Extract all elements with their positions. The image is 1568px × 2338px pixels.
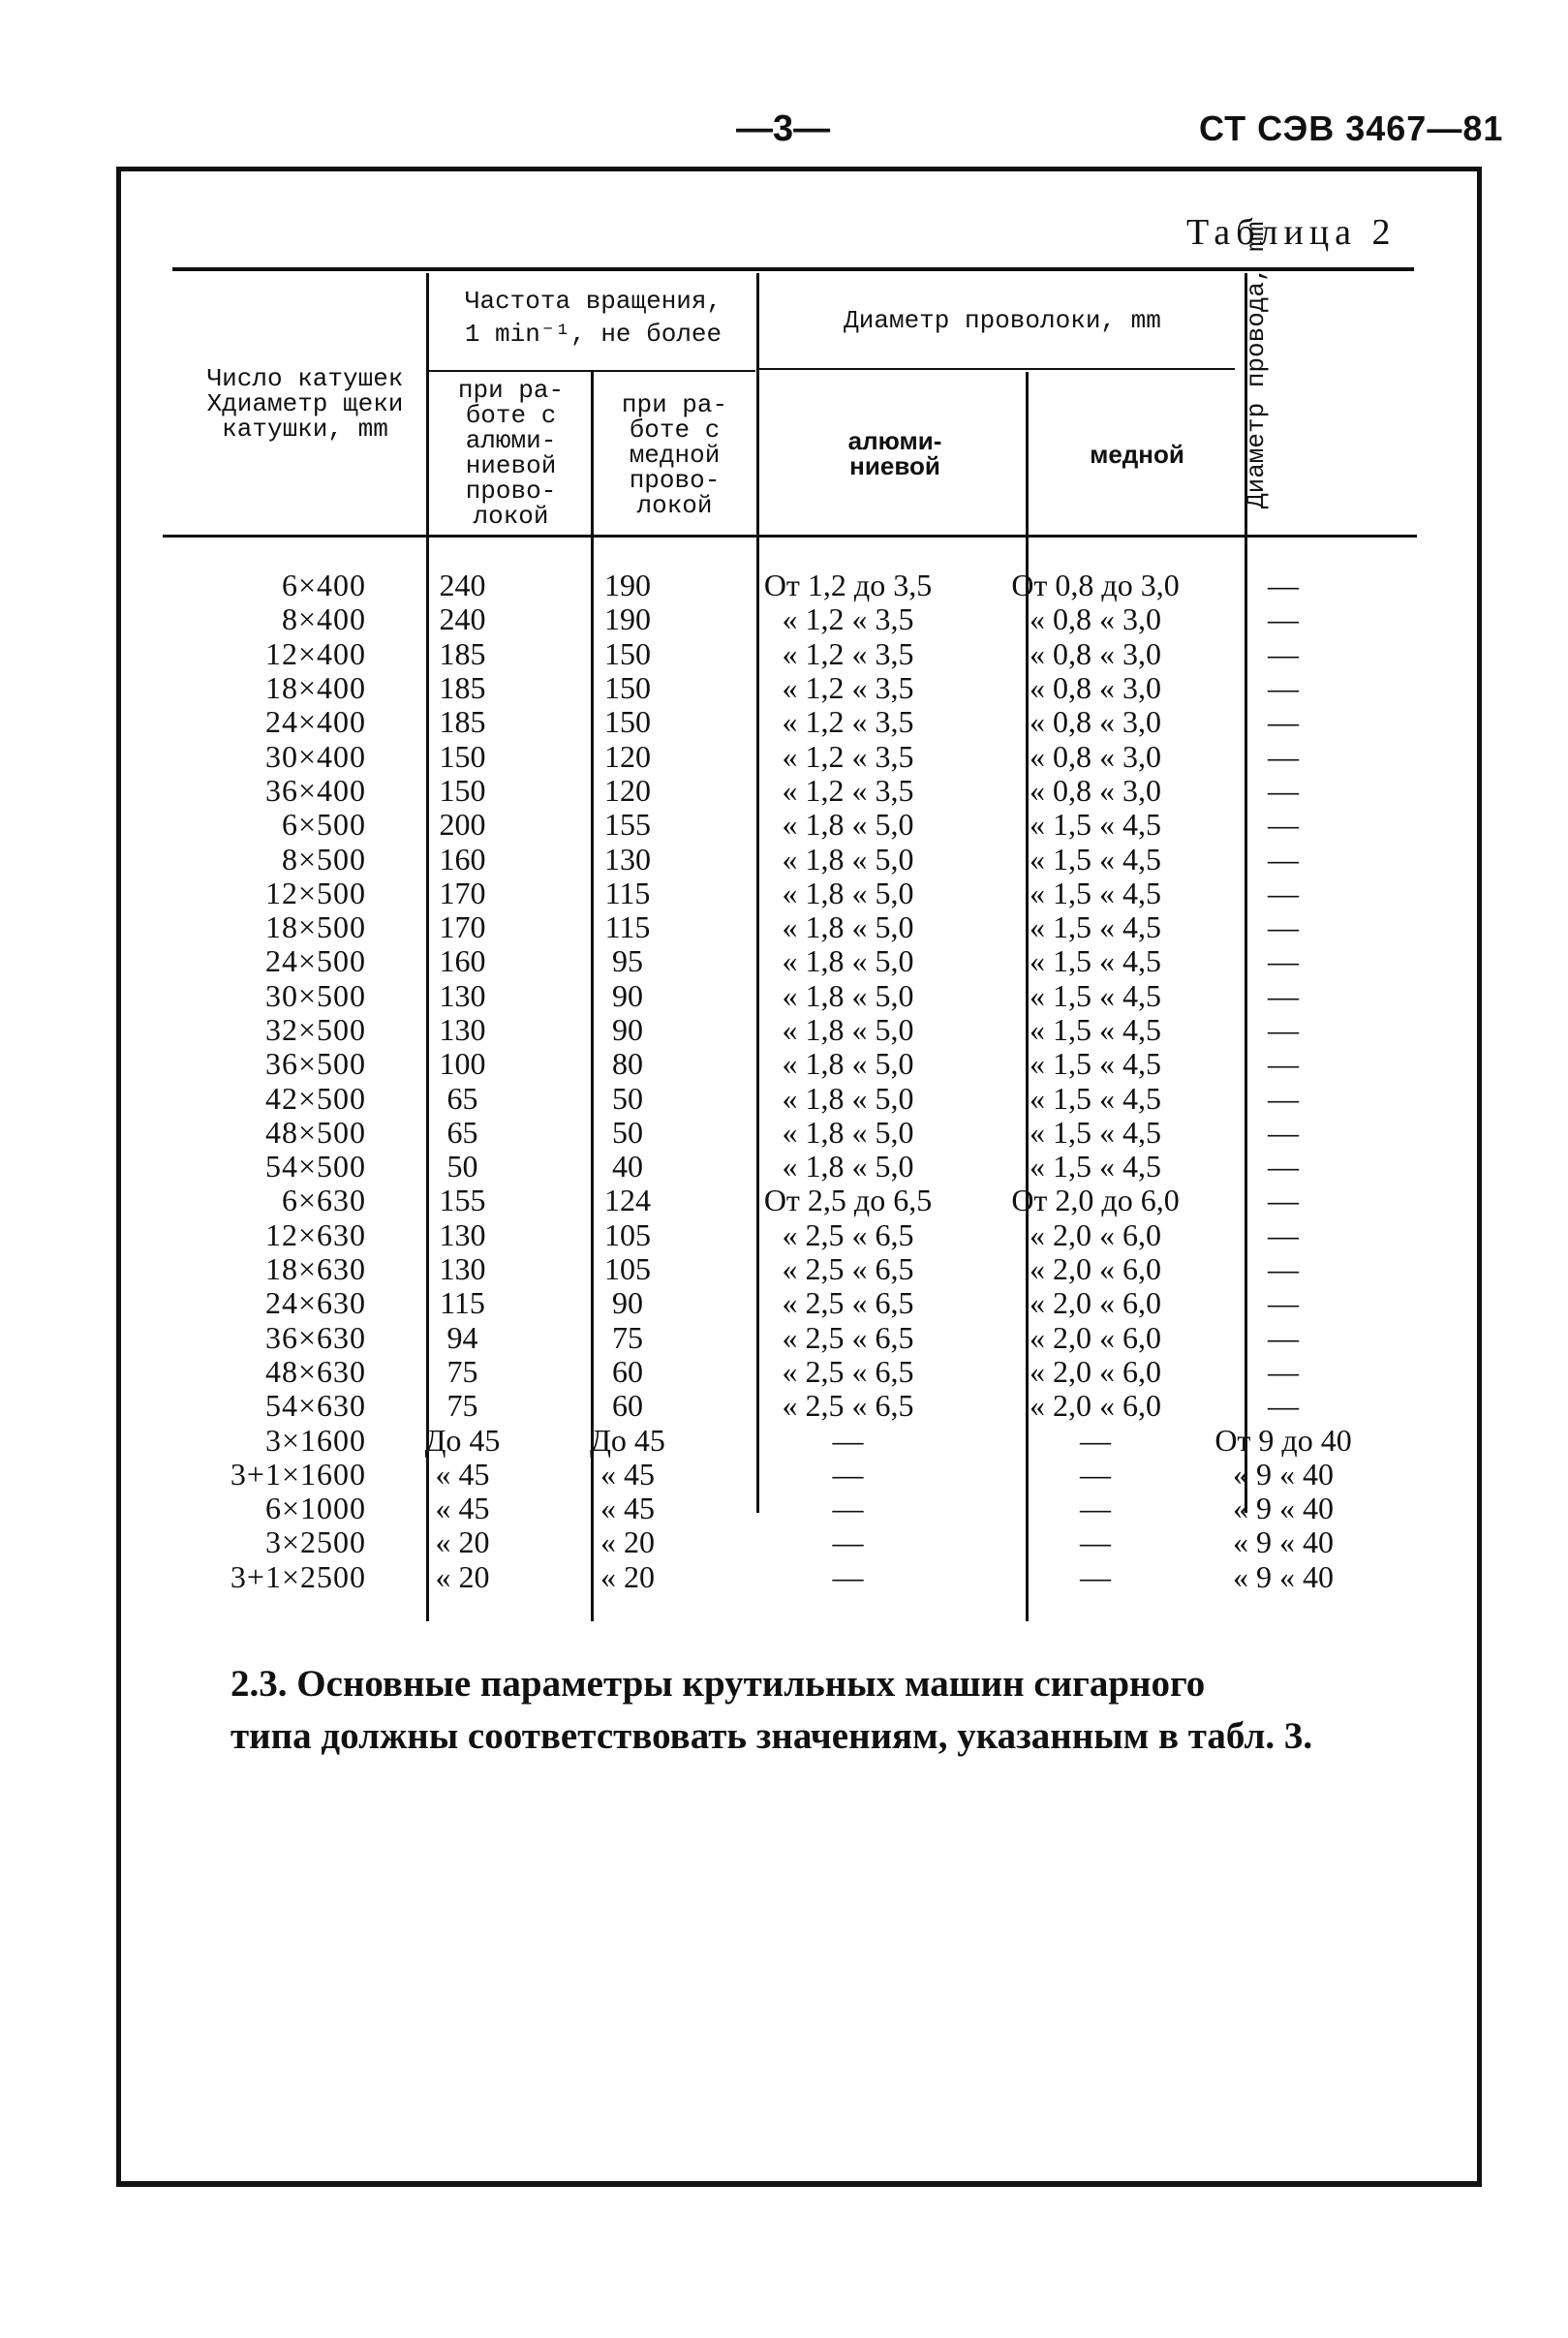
- table-cell: 6×500: [281, 807, 366, 843]
- table-row: [126, 1492, 1429, 1525]
- table-cell: « 0,8 « 3,0: [1030, 670, 1161, 706]
- table-cell: « 1,8 « 5,0: [782, 1012, 914, 1047]
- table-cell: « 0,8 « 3,0: [1030, 738, 1161, 774]
- table-cell: 3×1600: [264, 1422, 366, 1458]
- header-strand-diameter: Диаметр провода, mm: [1242, 221, 1271, 508]
- table-cell: « 45: [435, 1456, 490, 1492]
- table-cell: « 0,8 « 3,0: [1030, 704, 1161, 740]
- table-cell: « 0,8 « 3,0: [1030, 601, 1161, 637]
- table-cell: —: [1080, 1524, 1111, 1560]
- table-cell: « 1,8 « 5,0: [782, 909, 914, 945]
- table-cell: 100: [439, 1046, 486, 1082]
- header-coil-count: Число катушек Хдиаметр щеки катушки, mm: [206, 364, 404, 444]
- table-cell: 120: [604, 772, 651, 808]
- table-cell: 3+1×1600: [230, 1456, 366, 1492]
- table-cell: 24×400: [264, 704, 366, 740]
- table-cell: 24×500: [264, 943, 366, 979]
- table-cell: 6×400: [281, 568, 366, 603]
- table-row: [126, 842, 1429, 876]
- table-cell: « 2,0 « 6,0: [1030, 1319, 1161, 1355]
- table-cell: 155: [604, 807, 651, 843]
- table-row: [126, 1184, 1429, 1217]
- table-cell: —: [1268, 1012, 1299, 1047]
- table-cell: « 2,0 « 6,0: [1030, 1251, 1161, 1287]
- table-cell: —: [1268, 601, 1299, 637]
- table-cell: « 1,2 « 3,5: [782, 738, 914, 774]
- table-cell: « 2,5 « 6,5: [782, 1285, 914, 1321]
- table-cell: « 9 « 40: [1233, 1524, 1334, 1560]
- table-cell: 90: [612, 1285, 643, 1321]
- table-cell: « 9 « 40: [1233, 1491, 1334, 1526]
- table-cell: —: [1268, 1388, 1299, 1424]
- table-cell: —: [832, 1456, 864, 1492]
- table-caption: Таблица 2: [1186, 212, 1397, 253]
- table-cell: От 1,2 до 3,5: [763, 568, 933, 603]
- table-cell: « 1,2 « 3,5: [782, 704, 914, 740]
- table-cell: « 1,2 « 3,5: [782, 635, 914, 671]
- table-cell: « 1,5 « 4,5: [1030, 807, 1161, 843]
- table-cell: —: [1080, 1558, 1111, 1594]
- table-cell: 42×500: [264, 1080, 366, 1116]
- table-cell: 18×630: [264, 1251, 366, 1287]
- table-cell: « 2,0 « 6,0: [1030, 1285, 1161, 1321]
- table-cell: От 2,5 до 6,5: [763, 1183, 933, 1218]
- table-cell: 120: [604, 738, 651, 774]
- table-cell: 36×400: [264, 772, 366, 808]
- table-cell: 18×500: [264, 909, 366, 945]
- table-row: [126, 910, 1429, 944]
- table-cell: 130: [439, 1216, 486, 1252]
- table-cell: 185: [439, 635, 486, 671]
- table-row: [126, 877, 1429, 910]
- table-cell: 170: [439, 909, 486, 945]
- table-cell: « 9 « 40: [1233, 1456, 1334, 1492]
- table-row: [126, 1560, 1429, 1594]
- table-cell: 30×400: [264, 738, 366, 774]
- table-row: [126, 1013, 1429, 1047]
- table-cell: 12×630: [264, 1216, 366, 1252]
- table-cell: 50: [612, 1080, 643, 1116]
- header-speed-aluminium: при ра- боте с алюми- ниевой прово- локой: [457, 376, 565, 531]
- table-row: [126, 774, 1429, 808]
- table-cell: —: [832, 1558, 864, 1594]
- table-cell: 115: [440, 1285, 485, 1321]
- table-cell: 50: [612, 1114, 643, 1150]
- table-cell: « 1,2 « 3,5: [782, 601, 914, 637]
- table-row: [126, 1081, 1429, 1115]
- table-cell: 12×400: [264, 635, 366, 671]
- table-cell: 150: [439, 738, 486, 774]
- table-cell: 3×2500: [264, 1524, 366, 1560]
- table-cell: —: [1268, 1183, 1299, 1218]
- table-cell: « 1,8 « 5,0: [782, 1080, 914, 1116]
- header-rotation-speed: Частота вращения, 1 min⁻¹, не более: [464, 287, 723, 349]
- table-row: [126, 1218, 1429, 1252]
- table-row: [126, 739, 1429, 773]
- table-cell: От 9 до 40: [1214, 1422, 1352, 1458]
- table-row: [126, 1252, 1429, 1286]
- table-cell: —: [1268, 875, 1299, 910]
- table-cell: 150: [604, 635, 651, 671]
- table-cell: 6×1000: [264, 1491, 366, 1526]
- table-row: [126, 1321, 1429, 1355]
- table-cell: —: [1268, 1353, 1299, 1389]
- table-cell: « 2,5 « 6,5: [782, 1319, 914, 1355]
- table-cell: 36×500: [264, 1046, 366, 1082]
- header-speed-copper: при ра- боте с медной прово- локой: [621, 390, 728, 520]
- table-cell: —: [832, 1491, 864, 1526]
- table-cell: От 2,0 до 6,0: [1011, 1183, 1180, 1218]
- table-cell: 18×400: [264, 670, 366, 706]
- table-cell: 170: [439, 875, 486, 910]
- table-cell: До 45: [590, 1422, 665, 1458]
- header-diameter-aluminium: алюми- ниевой: [847, 426, 942, 480]
- table-cell: —: [1268, 704, 1299, 740]
- table-cell: 115: [604, 875, 651, 910]
- table-cell: « 1,8 « 5,0: [782, 1149, 914, 1184]
- table-row: [126, 1355, 1429, 1389]
- table-cell: —: [1268, 909, 1299, 945]
- table-row: [126, 671, 1429, 705]
- table-row: [126, 979, 1429, 1013]
- table-cell: —: [1268, 1046, 1299, 1082]
- table-cell: « 9 « 40: [1233, 1558, 1334, 1594]
- table-cell: 115: [604, 909, 651, 945]
- table-cell: 240: [439, 601, 486, 637]
- table-cell: « 0,8 « 3,0: [1030, 635, 1161, 671]
- table-cell: 130: [604, 841, 651, 877]
- table-cell: 60: [612, 1353, 643, 1389]
- header-bottom-rule: [163, 535, 1417, 538]
- table-cell: До 45: [424, 1422, 501, 1458]
- table-cell: 130: [439, 1251, 486, 1287]
- table-cell: « 2,5 « 6,5: [782, 1388, 914, 1424]
- table-cell: 150: [439, 772, 486, 808]
- page-number: —3—: [736, 108, 831, 149]
- table-cell: 50: [446, 1149, 478, 1184]
- table-cell: —: [1268, 1216, 1299, 1252]
- table-row: [126, 569, 1429, 602]
- table-cell: —: [1268, 670, 1299, 706]
- table-cell: « 1,8 « 5,0: [782, 943, 914, 979]
- table-cell: 54×630: [264, 1388, 366, 1424]
- table-cell: 3+1×2500: [230, 1558, 366, 1594]
- table-cell: —: [1080, 1422, 1111, 1458]
- table-cell: —: [832, 1422, 864, 1458]
- table-cell: 60: [612, 1388, 643, 1424]
- table-cell: « 1,8 « 5,0: [782, 977, 914, 1013]
- table-cell: « 1,5 « 4,5: [1030, 1012, 1161, 1047]
- bottom-rule: [116, 2181, 1482, 2187]
- table-cell: 65: [446, 1080, 478, 1116]
- table-row: [126, 808, 1429, 842]
- table-row: [126, 637, 1429, 671]
- table-cell: 90: [612, 977, 643, 1013]
- table-cell: « 1,5 « 4,5: [1030, 909, 1161, 945]
- table-cell: —: [832, 1524, 864, 1560]
- document-code: СТ СЭВ 3467—81: [1199, 108, 1504, 148]
- table-cell: 32×500: [264, 1012, 366, 1047]
- table-cell: « 45: [435, 1491, 490, 1526]
- table-cell: « 0,8 « 3,0: [1030, 772, 1161, 808]
- table-cell: —: [1268, 1319, 1299, 1355]
- table-cell: 75: [446, 1388, 478, 1424]
- table-cell: « 1,5 « 4,5: [1030, 943, 1161, 979]
- table-cell: « 1,5 « 4,5: [1030, 875, 1161, 910]
- table-cell: « 2,0 « 6,0: [1030, 1353, 1161, 1389]
- table-cell: 8×500: [281, 841, 366, 877]
- table-cell: 8×400: [281, 601, 366, 637]
- table-cell: 185: [439, 670, 486, 706]
- table-cell: « 1,8 « 5,0: [782, 841, 914, 877]
- table-cell: « 1,2 « 3,5: [782, 670, 914, 706]
- table-cell: —: [1268, 568, 1299, 603]
- table-cell: 65: [446, 1114, 478, 1150]
- table-cell: 48×500: [264, 1114, 366, 1150]
- table-top-rule: [172, 267, 1414, 271]
- table-cell: 155: [439, 1183, 486, 1218]
- table-cell: « 1,5 « 4,5: [1030, 1046, 1161, 1082]
- table-cell: —: [1268, 977, 1299, 1013]
- table-cell: « 45: [600, 1456, 655, 1492]
- table-cell: « 1,8 « 5,0: [782, 875, 914, 910]
- table-cell: 150: [604, 704, 651, 740]
- table-cell: —: [1268, 943, 1299, 979]
- table-row: [126, 602, 1429, 636]
- table-cell: —: [1268, 1251, 1299, 1287]
- table-cell: 190: [604, 601, 651, 637]
- table-row: [126, 1423, 1429, 1457]
- table-cell: —: [1268, 1149, 1299, 1184]
- table-cell: —: [1268, 1080, 1299, 1116]
- table-cell: « 20: [600, 1524, 655, 1560]
- header-wire-diameter: Диаметр проволоки, mm: [844, 306, 1161, 335]
- table-cell: 6×630: [281, 1183, 366, 1218]
- table-cell: 160: [439, 841, 486, 877]
- table-cell: « 1,8 « 5,0: [782, 1046, 914, 1082]
- table-cell: « 1,8 « 5,0: [782, 807, 914, 843]
- table-cell: 48×630: [264, 1353, 366, 1389]
- table-cell: —: [1268, 807, 1299, 843]
- table-cell: 124: [604, 1183, 651, 1218]
- table-cell: « 1,5 « 4,5: [1030, 841, 1161, 877]
- header-diameter-copper: медной: [1090, 440, 1184, 469]
- table-row: [126, 705, 1429, 739]
- table-cell: « 2,0 « 6,0: [1030, 1216, 1161, 1252]
- table-cell: « 1,8 « 5,0: [782, 1114, 914, 1150]
- table-cell: « 1,5 « 4,5: [1030, 1149, 1161, 1184]
- table-cell: 75: [446, 1353, 478, 1389]
- table-cell: « 2,0 « 6,0: [1030, 1388, 1161, 1424]
- table-cell: « 1,2 « 3,5: [782, 772, 914, 808]
- table-cell: « 2,5 « 6,5: [782, 1251, 914, 1287]
- table-cell: 95: [612, 943, 643, 979]
- table-cell: От 0,8 до 3,0: [1011, 568, 1180, 603]
- table-cell: 185: [439, 704, 486, 740]
- table-row: [126, 1458, 1429, 1492]
- table-row: [126, 1389, 1429, 1423]
- table-cell: 240: [439, 568, 486, 603]
- table-cell: 80: [612, 1046, 643, 1082]
- table-cell: —: [1268, 635, 1299, 671]
- table-cell: 160: [439, 943, 486, 979]
- table-cell: « 2,5 « 6,5: [782, 1216, 914, 1252]
- table-cell: 36×630: [264, 1319, 366, 1355]
- table-row: [126, 1286, 1429, 1320]
- table-cell: « 1,5 « 4,5: [1030, 977, 1161, 1013]
- table-cell: 54×500: [264, 1149, 366, 1184]
- table-cell: —: [1080, 1491, 1111, 1526]
- table-cell: 130: [439, 977, 486, 1013]
- table-cell: 130: [439, 1012, 486, 1047]
- table-cell: 190: [604, 568, 651, 603]
- table-cell: « 45: [600, 1491, 655, 1526]
- table-cell: 90: [612, 1012, 643, 1047]
- table-cell: 30×500: [264, 977, 366, 1013]
- table-cell: « 20: [435, 1524, 490, 1560]
- table-cell: « 1,5 « 4,5: [1030, 1080, 1161, 1116]
- table-cell: —: [1080, 1456, 1111, 1492]
- table-row: [126, 944, 1429, 978]
- table-cell: —: [1268, 841, 1299, 877]
- table-row: [126, 1150, 1429, 1184]
- table-cell: 150: [604, 670, 651, 706]
- table-cell: 105: [604, 1216, 651, 1252]
- paragraph-2-3: 2.3. Основные параметры крутильных машин сигарного типа должны соответствовать значениям, указанным в табл. 3.: [231, 1663, 1313, 1757]
- table-row: [126, 1047, 1429, 1081]
- table-cell: 12×500: [264, 875, 366, 910]
- table-cell: « 20: [600, 1558, 655, 1594]
- table-cell: 40: [612, 1149, 643, 1184]
- table-cell: « 20: [435, 1558, 490, 1594]
- table-cell: —: [1268, 1285, 1299, 1321]
- table-cell: 94: [446, 1319, 478, 1355]
- table-cell: 200: [439, 807, 486, 843]
- table-cell: 75: [612, 1319, 643, 1355]
- diameter-subheader-rule: [758, 368, 1235, 370]
- table-cell: —: [1268, 738, 1299, 774]
- table-cell: « 1,5 « 4,5: [1030, 1114, 1161, 1150]
- table-row: [126, 1116, 1429, 1150]
- table-cell: 24×630: [264, 1285, 366, 1321]
- table-body: [126, 569, 1429, 1594]
- table-cell: 105: [604, 1251, 651, 1287]
- table-cell: —: [1268, 772, 1299, 808]
- table-cell: —: [1268, 1114, 1299, 1150]
- table-row: [126, 1525, 1429, 1559]
- table-cell: « 2,5 « 6,5: [782, 1353, 914, 1389]
